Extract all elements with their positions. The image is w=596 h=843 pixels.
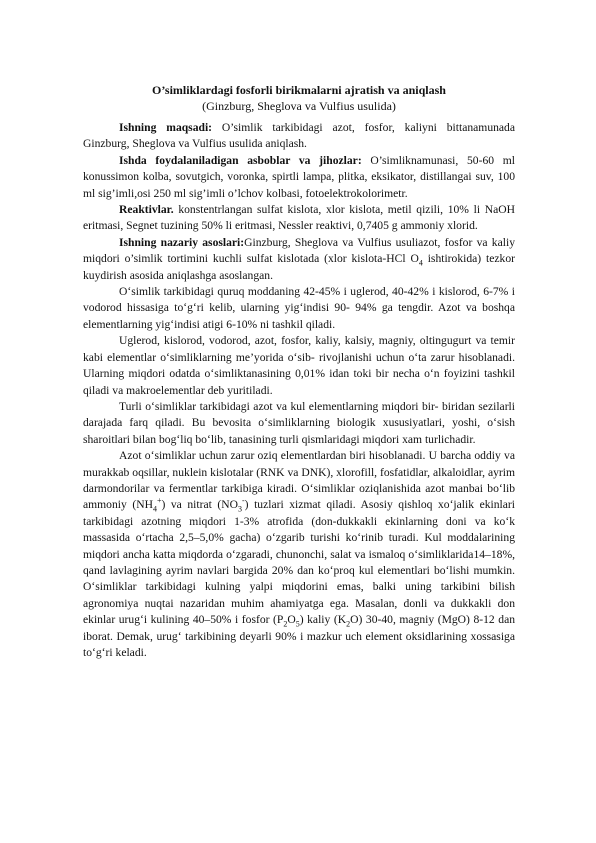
reagents-label: Reaktivlar. bbox=[119, 203, 174, 217]
page-subtitle: (Ginzburg, Sheglova va Vulfius usulida) bbox=[202, 99, 396, 113]
nh4-superscript: + bbox=[156, 496, 162, 506]
nitrogen-text-5: ) kaliy (K bbox=[299, 613, 347, 627]
paragraph-nitrogen bbox=[83, 448, 515, 661]
paragraph-variation: Turli o‘simliklar tarkibidagi azot va kul elementlarning miqdori bir- biridan sezilarli darajada farq qiladi. Bu bevosita o‘simliklarning biologik xususiyatlari, yoshi, o‘sish sharoitlari bilan bog‘liq bo‘lib, tanasining turli qismlaridagi miqdori xam turlichadir. bbox=[83, 399, 515, 446]
paragraph-purpose bbox=[83, 120, 515, 153]
theory-subscript: 4 bbox=[418, 258, 423, 268]
page-title: O’simliklardagi fosforli birikmalarni ajratish va aniqlash bbox=[152, 83, 446, 97]
theory-label: Ishning nazariy asoslari: bbox=[119, 235, 245, 249]
nitrogen-text-4: O bbox=[287, 613, 296, 627]
theory-text-b: ishtirokida) tezkor kuydirish asosida aniqlashga asoslangan. bbox=[83, 252, 515, 282]
theory-text-a: Ginzburg, Sheglova va Vulfius usuliazot, fosfor va kaliy miqdori o’simlik tortimini kuchli sulfat kislotada (xlor kislota-HCl O bbox=[83, 235, 515, 266]
purpose-label: Ishning maqsadi: bbox=[119, 121, 213, 134]
document-page bbox=[83, 82, 515, 661]
paragraph-equipment bbox=[83, 153, 515, 202]
purpose-text: O’simlik tarkibidagi azot, fosfor, kaliyni bittanamunada Ginzburg, Sheglova va Vulfius usulida aniqlash. bbox=[83, 121, 515, 151]
nitrogen-text-2: ) va nitrat (NO bbox=[161, 498, 238, 512]
k2o-subscript: 2 bbox=[346, 619, 351, 629]
paragraph-composition: O‘simlik tarkibidagi quruq moddaning 42-45% i uglerod, 40-42% i kislorod, 6-7% i vodorod hissasiga to‘g‘ri kelib, ularning yig‘indisi 90- 94% ga tengdir. Azot va boshqa elementlarning yig‘indisi atigi 6-10% ni tashkil qiladi. bbox=[83, 285, 515, 331]
nitrogen-text-3: ) tuzlari xizmat qiladi. Asosiy qishloq xo‘jalik ekinlari tarkibidagi azotning miqdori 1-3% atrofida (don-dukkakli ekinlarning doni va ko‘k massasida o‘rtacha 2,5–5,0% gacha) o‘zgarib turishi ko‘rinib turadi. Kul moddalarining miqdori ancha katta miqdorda o‘zgaradi, chunonchi, salat va ismaloq o‘simliklarida14–18%, qand lavlagining ayrim navlari bargida 20% dan ko‘proq kul elementlari bo‘lishi mumkin. O‘simliklar tarkibidagi kulning yalpi miqdorini emas, balki uning tarkibini bilish agronomiya nuqtai nazaridan muhim ahamiyatga ega. Masalan, donli va dukkakli don ekinlar urug‘i kulining 40–50% i fosfor (P bbox=[83, 498, 515, 627]
equipment-text: O’simliknamunasi, 50-60 ml konussimon kolba, sovutgich, voronka, spirtli lampa, plitka, eksikator, distillangai suv, 100 ml sig’imli,osi 250 ml sig’imli o’lchov kolbasi, fotoelektrokolorimetr. bbox=[83, 153, 515, 200]
paragraph-theory bbox=[83, 235, 515, 284]
no3-superscript: - bbox=[241, 496, 245, 506]
reagents-text: konstentrlangan sulfat kislota, xlor kislota, metil qizili, 10% li NaOH eritmasi, Segnet tuzining 50% li eritmasi, Nessler reaktivi, 0,7405 g ammoniy xlorid. bbox=[83, 203, 515, 233]
nh4-subscript: 4 bbox=[152, 504, 157, 514]
no3-subscript: 3 bbox=[237, 504, 242, 514]
equipment-label: Ishda foydalaniladigan asboblar va jihozlar: bbox=[119, 153, 362, 167]
paragraph-reagents bbox=[83, 202, 515, 235]
p2o5-subscript-p: 2 bbox=[283, 619, 288, 629]
nitrogen-text-1: Azot o‘simliklar uchun zarur oziq elementlardan biri hisoblanadi. U barcha oddiy va murakkab oqsillar, nuklein kislotalar (RNK va DNK), xlorofill, fosfatidlar, alkaloidlar, ayrim darmondorilar va fermentlar tarkibiga kiradi. O‘simliklar oziqlanishida azot manbai bo‘lib ammoniy (NH bbox=[83, 449, 515, 512]
p2o5-subscript-o: 5 bbox=[295, 619, 300, 629]
nitrogen-text-6: O) 30-40, magniy (MgO) 8-12 dan iborat. Demak, urug‘ tarkibining deyarli 90% i mazkur uch element oksidlarining xossasiga to‘g‘ri keladi. bbox=[83, 613, 516, 659]
paragraph-elements: Uglerod, kislorod, vodorod, azot, fosfor, kaliy, kalsiy, magniy, oltingugurt va temir kabi elementlar o‘simliklarning me’yorida o‘sib- rivojlanishi uchun o‘ta zarur hisoblanadi. Ularning miqdori odatda o‘simliktanasining 0,01% idan toki bir necha o‘n foyizini tashkil qiladi va makroelementlar deb yuritiladi. bbox=[83, 334, 515, 397]
